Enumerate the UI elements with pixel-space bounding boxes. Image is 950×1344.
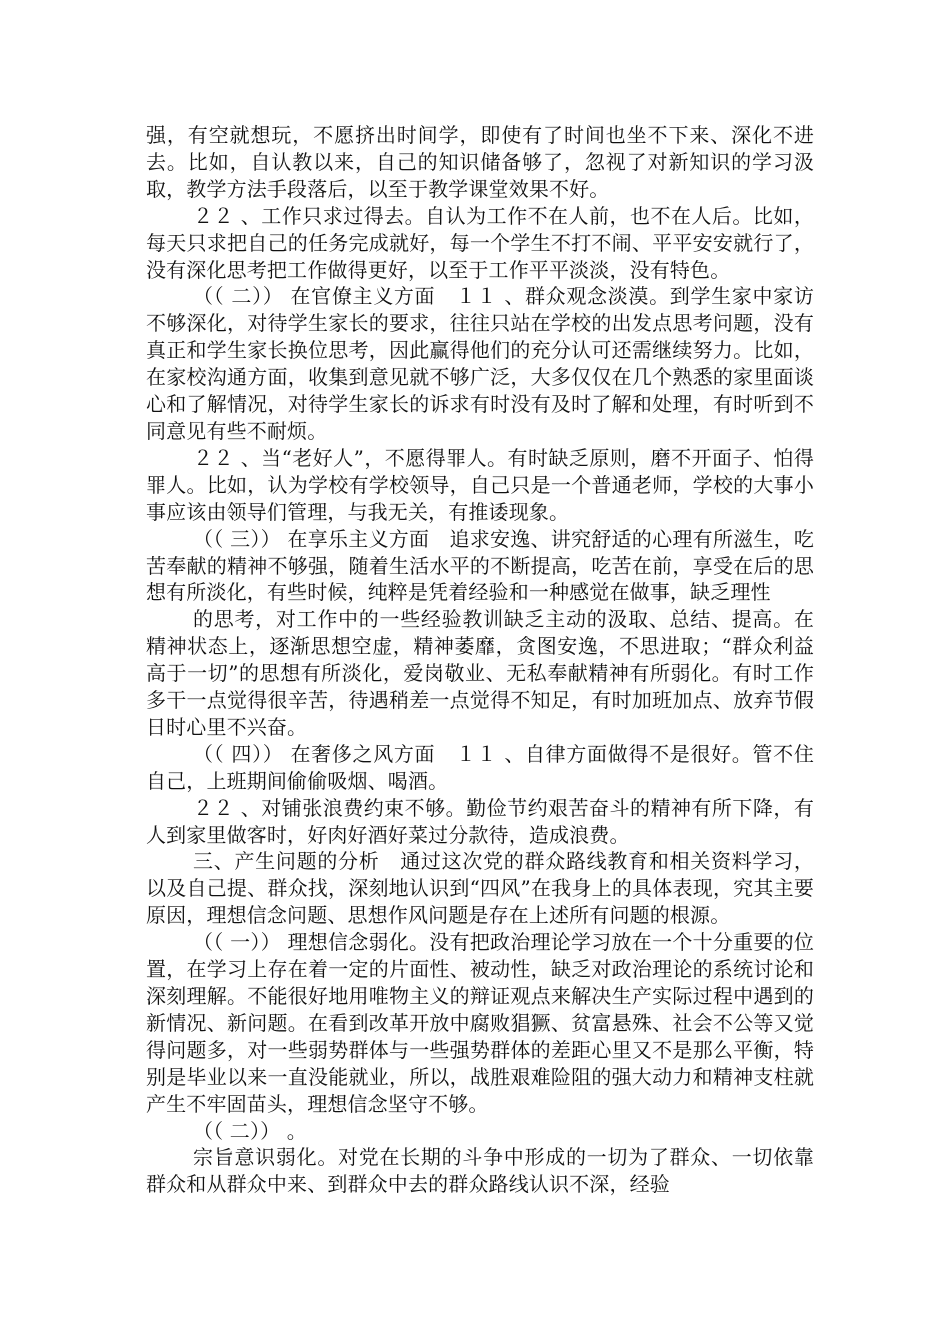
paragraph-2: ２２ 、工作只求过得去。自认为工作不在人前，也不在人后。比如，每天只求把自己的任务完成就好，每一个学生不打不闹、平平安安就行了，没有深化思考把工作做得更好，以至于工作平平淡淡，没有特色。 (146, 203, 814, 282)
paragraph-8: ２２ 、对铺张浪费约束不够。勤俭节约艰苦奋斗的精神有所下降，有人到家里做客时，好肉好酒好菜过分款待，造成浪费。 (146, 795, 814, 847)
paragraph-10: （（ 一）） 理想信念弱化。没有把政治理论学习放在一个十分重要的位置，在学习上存在着一定的片面性、被动性，缺乏对政治理论的系统讨论和深刻理解。不能很好地用唯物主义的辩证观点来解决生产实际过程中遇到的新情况、新问题。在看到改革开放中腐败猖獗、贫富悬殊、社会不公等又觉得问题多，对一些弱势群体与一些强势群体的差距心里又不是那么平衡，特别是毕业以来一直没能就业，所以，战胜艰难险阻的强大动力和精神支柱就产生不牢固苗头，理想信念坚守不够。 (146, 930, 814, 1116)
paragraph-9: 三、产生问题的分析 通过这次党的群众路线教育和相关资料学习，以及自己提、群众找，深刻地认识到“四风”在我身上的具体表现，究其主要原因，理想信念问题、思想作风问题是存在上述所有问题的根源。 (146, 849, 814, 928)
paragraph-7: （（ 四）） 在奢侈之风方面 １１ 、自律方面做得不是很好。管不住自己，上班期间偷偷吸烟、喝酒。 (146, 741, 814, 793)
paragraph-1: 强，有空就想玩，不愿挤出时间学，即使有了时间也坐不下来、深化不进去。比如，自认教以来，自己的知识储备够了，忽视了对新知识的学习汲取，教学方法手段落后，以至于教学课堂效果不好。 (146, 123, 814, 201)
paragraph-3: （（ 二）） 在官僚主义方面 １１ 、群众观念淡漠。到学生家中家访不够深化，对待学生家长的要求，往往只站在学校的出发点思考问题，没有真正和学生家长换位思考，因此赢得他们的充分认可还需继续努力。比如，在家校沟通方面，收集到意见就不够广泛，大多仅仅在几个熟悉的家里面谈心和了解情况，对待学生家长的诉求有时没有及时了解和处理，有时听到不同意见有些不耐烦。 (146, 284, 814, 443)
paragraph-5: （（ 三）） 在享乐主义方面 追求安逸、讲究舒适的心理有所滋生，吃苦奉献的精神不够强，随着生活水平的不断提高，吃苦在前，享受在后的思想有所淡化，有些时候，纯粹是凭着经验和一种感觉在做事，缺乏理性 (146, 526, 814, 605)
paragraph-11: （（ 二）） 。 (193, 1118, 307, 1143)
document-body (146, 122, 814, 1198)
paragraph-12: 宗旨意识弱化。对党在长期的斗争中形成的一切为了群众、一切依靠群众和从群众中来、到群众中去的群众路线认识不深，经验 (146, 1145, 814, 1197)
paragraph-4: ２２ 、当“老好人”，不愿得罪人。有时缺乏原则，磨不开面子、怕得罪人。比如，认为学校有学校领导，自己只是一个普通老师，学校的大事小事应该由领导们管理，与我无关，有推诿现象。 (146, 445, 814, 524)
paragraph-6: 的思考，对工作中的一些经验教训缺乏主动的汲取、总结、提高。在精神状态上，逐渐思想空虚，精神萎靡，贪图安逸，不思进取；“群众利益高于一切”的思想有所淡化，爱岗敬业、无私奉献精神有所弱化。有时工作多干一点觉得很辛苦，待遇稍差一点觉得不知足，有时加班加点、放弃节假日时心里不兴奋。 (146, 607, 814, 739)
